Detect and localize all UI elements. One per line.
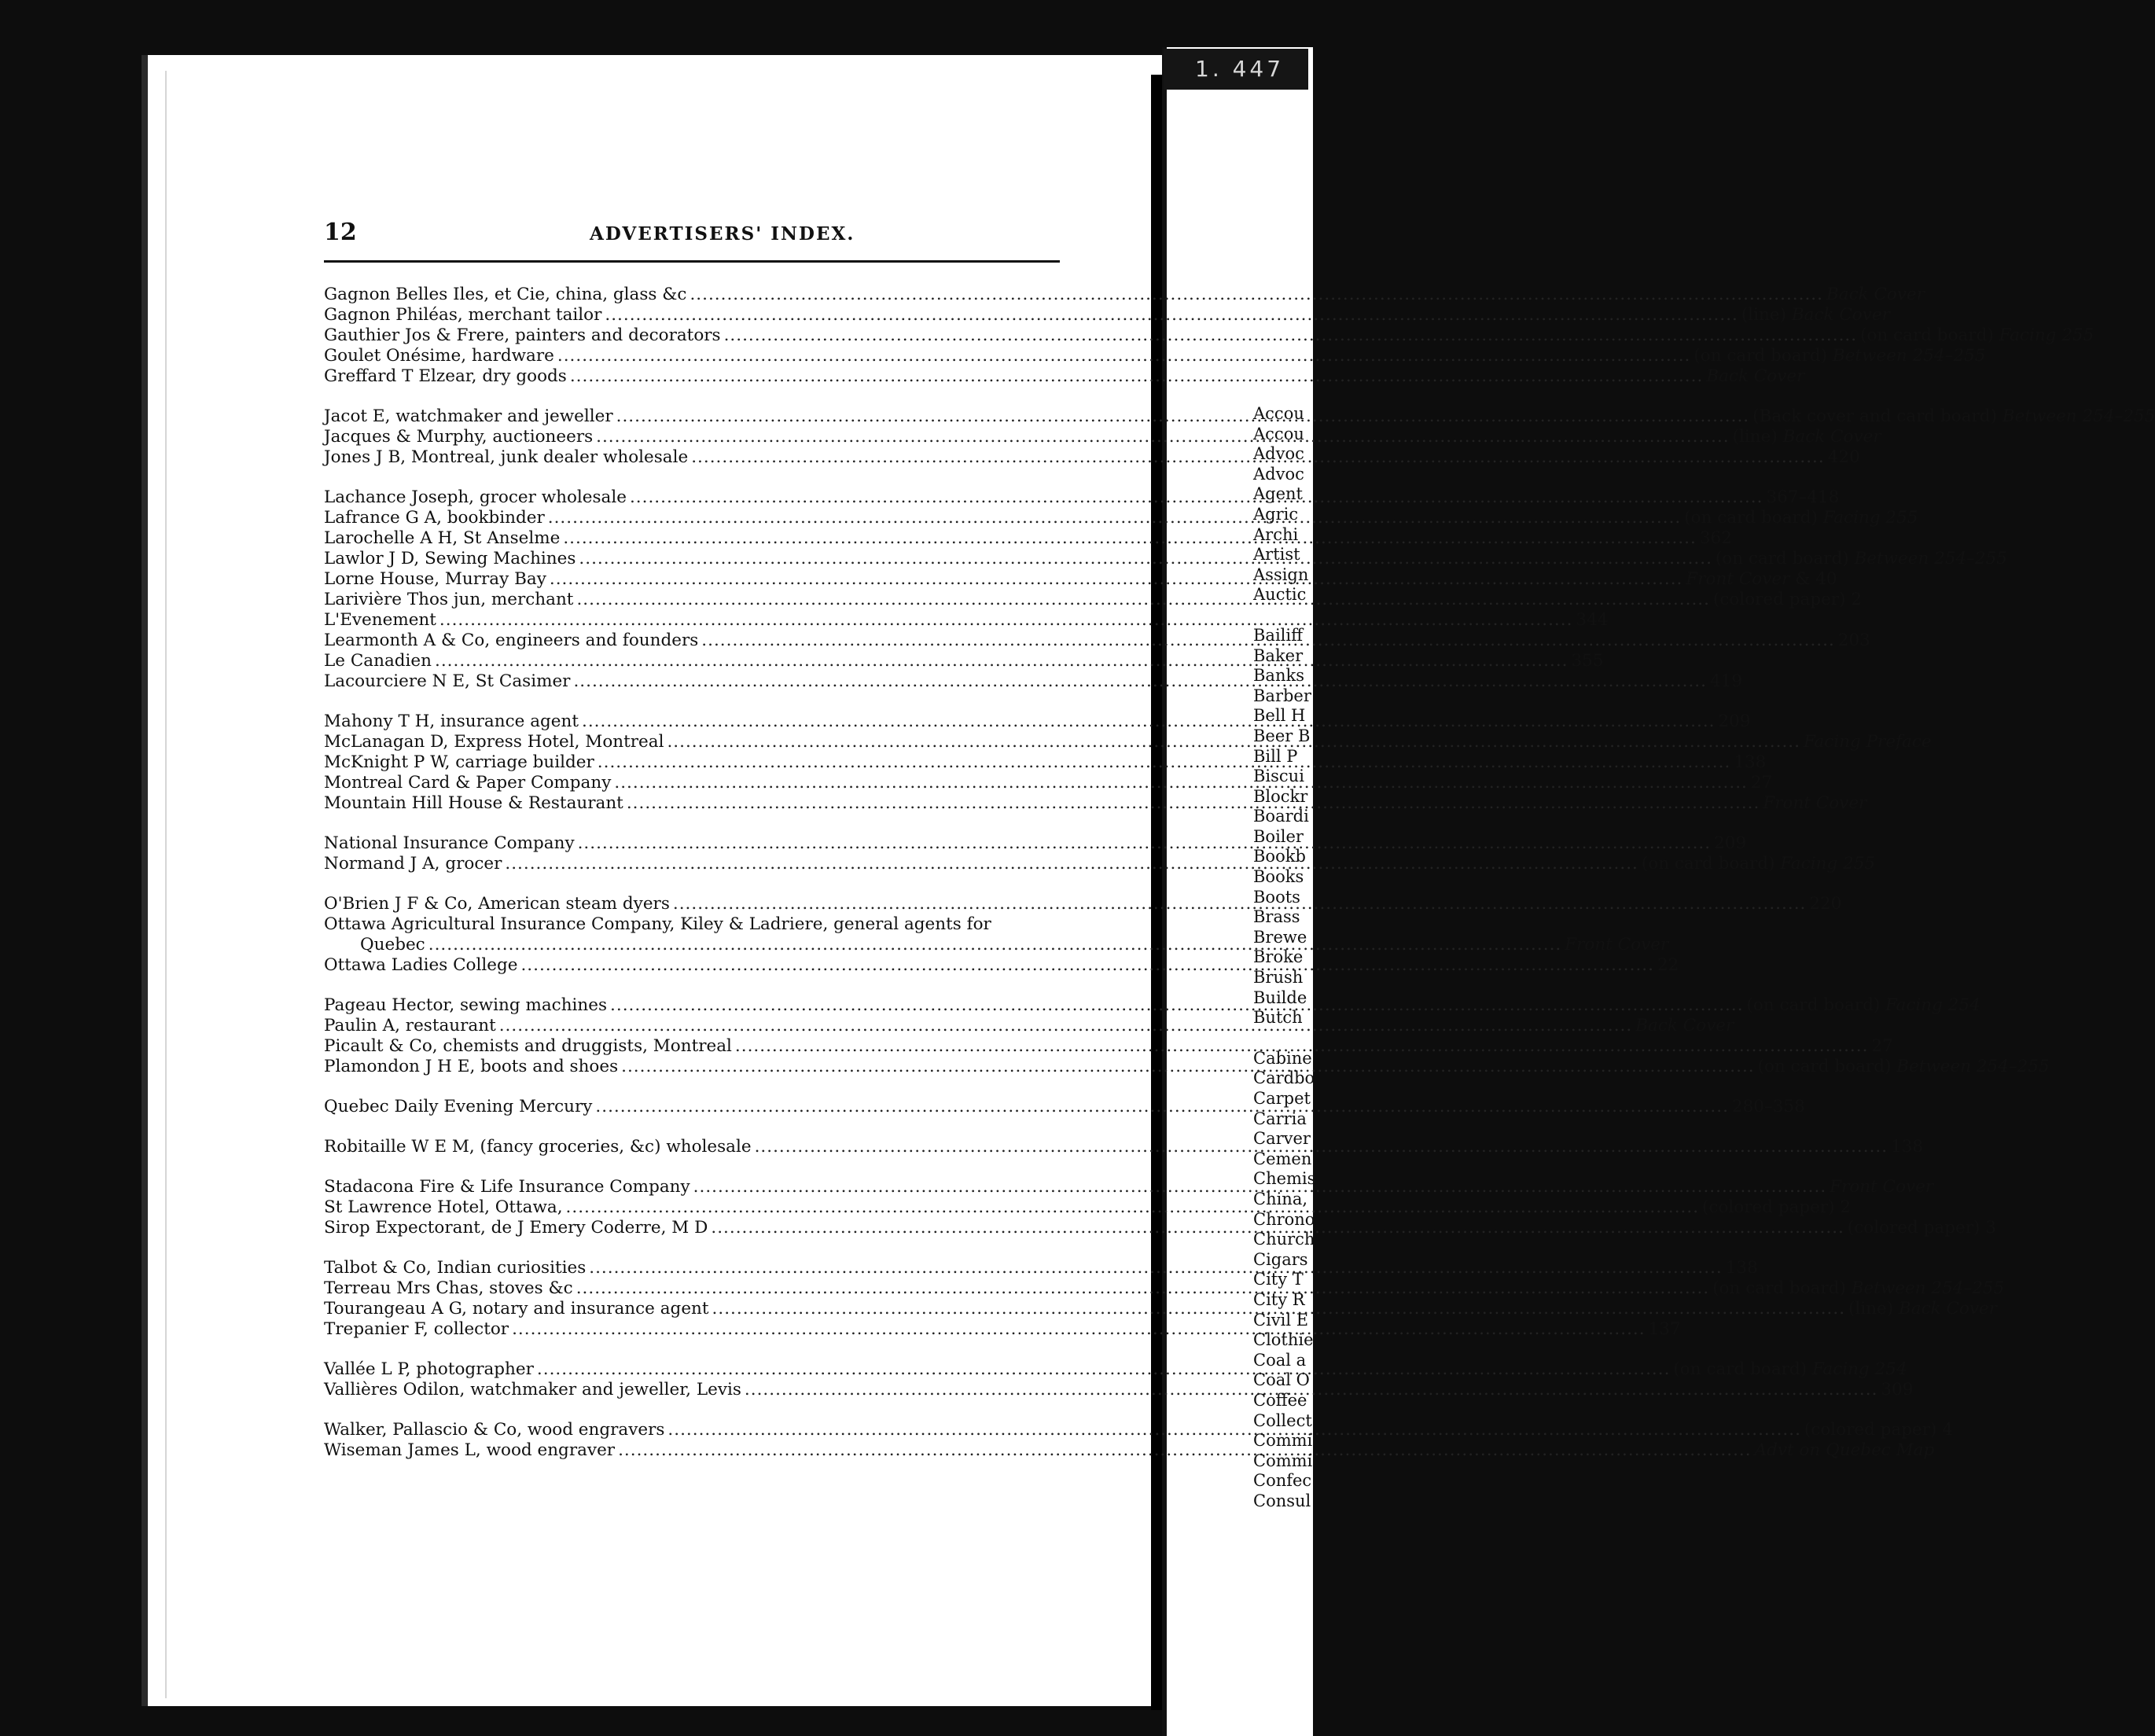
facing-page-fragment: Cigars	[1253, 1249, 1308, 1269]
advertiser-name: Larochelle A H, St Anselme	[324, 528, 561, 548]
advertiser-name: Lawlor J D, Sewing Machines	[324, 549, 576, 568]
facing-page-fragment: Boots	[1253, 887, 1300, 907]
dot-leader	[621, 1057, 1755, 1077]
reference-text: 280–358	[1731, 1097, 1805, 1116]
index-entry	[324, 610, 1609, 631]
reference-text: Back Cover	[1706, 366, 1805, 386]
placement-note: (line)	[1732, 427, 1783, 447]
page-reference	[1686, 569, 1837, 590]
page-reference	[1752, 406, 2155, 427]
dot-leader	[537, 1359, 1671, 1380]
dot-leader	[724, 326, 1858, 346]
advertiser-name: Tourangeau A G, notary and insurance agent	[324, 1299, 709, 1319]
facing-page-fragment: Butch	[1253, 1008, 1303, 1028]
placement-note: (on card board)	[1684, 508, 1823, 528]
placement-note: (on card board)	[1712, 1278, 1852, 1298]
page-reference	[1804, 1420, 1953, 1440]
advertiser-name: Lacourciere N E, St Casimer	[324, 671, 571, 691]
facing-page-fragment: City T	[1253, 1270, 1304, 1289]
running-title: ADVERTISERS' INDEX.	[590, 223, 855, 245]
facing-page-fragment: Brass	[1253, 907, 1300, 927]
advertiser-name: Paulin A, restaurant	[324, 1016, 496, 1035]
page-reference	[1734, 752, 1766, 773]
advertiser-name: Terreau Mrs Chas, stoves &c	[324, 1278, 573, 1298]
placement-note: (Back cover and card board)	[1752, 406, 2002, 426]
advertiser-name: Learmonth A & Co, engineers and founders	[324, 631, 699, 650]
facing-page-fragment: Confec	[1253, 1471, 1312, 1491]
advertiser-name: Vallée L P, photographer	[324, 1359, 534, 1379]
page-reference	[1747, 995, 1980, 1016]
reference-text: Front Cover	[1763, 793, 1867, 813]
facing-page-fragment: Brewe	[1253, 927, 1307, 947]
page-reference	[1673, 1359, 1907, 1380]
reference-text: Advt on Quebec Map	[1754, 1440, 1935, 1460]
reference-text: 344	[1576, 610, 1609, 630]
facing-page-fragment: Cemen	[1253, 1149, 1312, 1168]
advertiser-name: Jacques & Murphy, auctioneers	[324, 427, 594, 447]
dot-leader	[499, 1016, 1633, 1036]
reference-text: Facing 254	[1885, 995, 1980, 1015]
facing-page-fragment: Bill P	[1253, 746, 1298, 766]
page-reference	[1826, 285, 1925, 305]
page-reference	[1871, 1036, 1892, 1057]
facing-page-fragment: Barber	[1253, 686, 1311, 705]
reference-text: Back Cover	[1635, 1016, 1734, 1035]
advertiser-name: Plamondon J H E, boots and shoes	[324, 1057, 619, 1076]
page-reference	[1642, 854, 1875, 874]
page-reference	[1726, 1258, 1758, 1278]
facing-page-fragment: Cardbo	[1253, 1068, 1315, 1088]
advertiser-name: Stadacona Fire & Life Insurance Company	[324, 1177, 690, 1197]
reference-text: 220	[1809, 894, 1842, 914]
advertiser-name: Picault & Co, chemists and druggists, Montreal	[324, 1036, 732, 1056]
advertiser-name: Goulet Onésime, hardware	[324, 346, 554, 366]
page-reference	[1693, 346, 1985, 366]
reference-text: 362	[1699, 528, 1732, 548]
page-reference	[1649, 1319, 1681, 1340]
dot-leader	[610, 995, 1744, 1016]
advertiser-name: Talbot & Co, Indian curiosities	[324, 1258, 587, 1278]
reference-text: 209	[1714, 833, 1747, 853]
dot-leader	[755, 1137, 1888, 1157]
advertiser-name: Larivière Thos jun, merchant	[324, 590, 574, 609]
page-reference	[1713, 590, 1862, 610]
page-reference	[1716, 549, 2007, 569]
page-reference	[1714, 833, 1746, 854]
reference-text: Back Cover	[1898, 1299, 1998, 1319]
reference-text: Front Cover	[1830, 1177, 1934, 1197]
facing-page-column	[1253, 404, 1316, 1511]
index-entry	[324, 305, 1890, 326]
page-reference	[1741, 305, 1890, 326]
reference-text: Facing 255	[1999, 326, 2094, 345]
facing-page-fragment: Chemis	[1253, 1169, 1316, 1189]
page-reference	[1848, 1218, 1996, 1238]
index-entry	[324, 326, 2094, 346]
dot-leader	[439, 610, 1573, 631]
page-reference	[1712, 1278, 2004, 1299]
placement-note: (on card board)	[1757, 1057, 1897, 1076]
page-reference	[1758, 1057, 2050, 1077]
page-reference	[1733, 427, 1881, 447]
page-reference	[1635, 1016, 1734, 1036]
facing-page-fragment: Coffee	[1253, 1390, 1307, 1410]
dot-leader	[557, 346, 1691, 366]
facing-page-fragment: Brush	[1253, 968, 1304, 988]
facing-page-fragment: Chrono	[1253, 1209, 1315, 1229]
facing-page-fragment: Coal O	[1253, 1370, 1310, 1390]
advertiser-name: Le Canadien	[324, 651, 432, 671]
dot-leader	[428, 935, 1562, 955]
advertiser-name: Robitaille W E M, (fancy groceries, &c) wholesale	[324, 1137, 752, 1157]
reference-text: 137	[1648, 1319, 1681, 1339]
page-header	[324, 219, 1069, 250]
advertiser-name: Montreal Card & Paper Company	[324, 773, 612, 793]
page-reference	[1710, 671, 1742, 692]
facing-page-fragment: Cabine	[1253, 1048, 1312, 1068]
index-entry	[324, 285, 1925, 305]
dot-leader	[578, 833, 1712, 854]
reference-text: Back Cover	[1791, 305, 1890, 325]
facing-page-fragment: Accou	[1253, 404, 1304, 423]
facing-page-fragment: Biscui	[1253, 767, 1304, 786]
reference-text: 27	[1750, 773, 1773, 793]
dot-leader	[576, 1278, 1710, 1299]
facing-page-fragment: City R	[1253, 1289, 1305, 1309]
dot-leader	[582, 712, 1716, 732]
placement-note: (on card board)	[1746, 995, 1886, 1015]
folio: 12	[324, 219, 357, 246]
dot-leader	[512, 1319, 1646, 1340]
dot-leader	[520, 955, 1654, 976]
page-reference	[1571, 651, 1603, 671]
reference-text: (colored paper) 4	[1804, 1420, 1953, 1440]
advertiser-name: Lorne House, Murray Bay	[324, 569, 546, 589]
facing-page-fragment: Banks	[1253, 666, 1304, 686]
reference-text: (colored paper) 2	[1702, 1197, 1852, 1217]
page-reference	[1702, 1197, 1851, 1218]
facing-page-fragment: Consul	[1253, 1491, 1311, 1510]
reference-text: (colored paper) 3	[1847, 1218, 1996, 1238]
placement-note: (on card board)	[1860, 326, 1999, 345]
dot-leader	[576, 590, 1710, 610]
dot-leader	[566, 1197, 1700, 1218]
page-reference	[1838, 631, 1870, 651]
reference-text: (colored paper) 2	[1712, 590, 1862, 609]
dot-leader	[673, 894, 1807, 914]
advertiser-name: Mountain Hill House & Restaurant	[324, 793, 623, 813]
header-rule	[324, 260, 1060, 263]
facing-page-fragment: Collect	[1253, 1410, 1312, 1430]
advertiser-name: Ottawa Ladies College	[324, 955, 518, 975]
facing-page-fragment: Clothie	[1253, 1330, 1314, 1350]
dot-leader	[616, 406, 1750, 427]
advertiser-name: St Lawrence Hotel, Ottawa,	[324, 1197, 563, 1217]
advertiser-name: Jones J B, Montreal, junk dealer wholesale	[324, 447, 689, 467]
dot-leader	[550, 569, 1683, 590]
advertiser-name: McLanagan D, Express Hotel, Montreal	[324, 732, 664, 752]
reference-text: 22	[1657, 955, 1679, 975]
facing-page-fragment: Coal a	[1253, 1350, 1307, 1370]
advertiser-name: Vallières Odilon, watchmaker and jeweller, Levis	[324, 1380, 741, 1399]
reference-text: Between 254–255	[1851, 1278, 2005, 1298]
fragment-spacer	[1253, 605, 1308, 626]
placement-note: (on card board)	[1641, 854, 1781, 874]
page-reference	[1763, 793, 1866, 814]
reference-text: Facing 255	[1780, 854, 1876, 874]
page-reference	[1848, 1299, 1997, 1319]
fragment-spacer	[1253, 1028, 1308, 1049]
page-reference	[1657, 955, 1679, 976]
reference-text: 138	[1734, 752, 1767, 772]
placement-note: (line)	[1848, 1299, 1899, 1319]
page-reference	[1830, 1177, 1933, 1197]
facing-page-fragment: Commi	[1253, 1451, 1313, 1470]
reference-text: Facing Preface	[1803, 732, 1932, 752]
reference-text: 203	[1837, 631, 1870, 650]
placement-note: (on card board)	[1693, 346, 1833, 366]
facing-page-fragment: Broke	[1253, 947, 1304, 967]
reference-text: 27	[1871, 1036, 1893, 1056]
dot-leader	[745, 1380, 1878, 1400]
facing-page-fragment: Commi	[1253, 1431, 1313, 1451]
facing-page-fragment: Bailiff	[1253, 625, 1304, 645]
dot-leader	[667, 732, 1800, 752]
facing-page-fragment: Artist	[1253, 545, 1300, 565]
dot-leader	[548, 508, 1682, 528]
advertiser-name: Mahony T H, insurance agent	[324, 712, 579, 731]
reference-text: 209	[1718, 712, 1751, 731]
page-reference	[1755, 1440, 1935, 1461]
facing-page-fragment: Baker	[1253, 645, 1304, 665]
placement-note: (line)	[1741, 305, 1792, 325]
advertiser-name: Greffard T Elzear, dry goods	[324, 366, 567, 386]
dot-leader	[618, 1440, 1752, 1461]
page-reference	[1751, 773, 1772, 793]
facing-page-fragment: Carpet	[1253, 1089, 1311, 1108]
dot-leader	[596, 424, 1730, 447]
reference-text: Between 254–255	[2002, 406, 2155, 426]
facing-page-fragment: Blockr	[1253, 786, 1308, 806]
dot-leader	[614, 773, 1748, 793]
advertiser-name: Gagnon Belles Iles, et Cie, china, glass &c	[324, 285, 687, 304]
dot-leader	[570, 366, 1704, 387]
facing-page-fragment: China,	[1253, 1189, 1308, 1208]
advertiser-name: Gagnon Philéas, merchant tailor	[324, 305, 602, 325]
advertiser-name: Jacot E, watchmaker and jeweller	[324, 406, 613, 426]
reference-text: 309	[1881, 1380, 1914, 1399]
page-reference	[1809, 894, 1841, 914]
advertiser-name: Lachance Joseph, grocer wholesale	[324, 487, 627, 507]
facing-page-fragment: Assign	[1253, 565, 1309, 584]
facing-page-fragment: Agric	[1253, 504, 1299, 524]
advertiser-name: Trepanier F, collector	[324, 1319, 509, 1339]
page-reference	[1804, 732, 1932, 752]
reference-text: 138	[1891, 1137, 1924, 1157]
page-reference	[1700, 528, 1732, 549]
facing-page-fragment: Accou	[1253, 424, 1304, 443]
reference-text: Front Cover	[1565, 935, 1669, 954]
dot-leader	[573, 671, 1707, 692]
reference-text: 420	[1827, 447, 1860, 467]
index-entry	[324, 366, 1805, 387]
dot-leader	[630, 487, 1763, 508]
reference-text: 138	[1725, 1258, 1758, 1278]
facing-page-fragment: Beer B	[1253, 726, 1311, 745]
advertiser-name: Sirop Expectorant, de J Emery Coderre, M D	[324, 1218, 708, 1238]
dot-leader	[579, 549, 1712, 569]
reference-text: Back Cover	[1826, 285, 1925, 304]
reference-text: Facing 255	[1822, 508, 1918, 528]
advertiser-name: McKnight P W, carriage builder	[324, 752, 594, 772]
facing-page-fragment: Archi	[1253, 524, 1299, 544]
advertiser-name: Gauthier Jos & Frere, painters and decorators	[324, 326, 721, 345]
reference-text: Between 254–255	[1854, 549, 2007, 568]
reference-text: Facing 254	[1811, 1359, 1907, 1379]
dot-leader	[605, 305, 1738, 326]
page-reference	[1881, 1380, 1913, 1400]
page-reference	[1576, 610, 1608, 631]
reference-text: Front Cover & 40	[1686, 569, 1837, 589]
edge-tag: 1. 447	[1164, 49, 1308, 90]
advertiser-name: Ottawa Agricultural Insurance Company, Kiley & Ladriere, general agents for	[324, 914, 991, 934]
facing-page-fragment: Books	[1253, 867, 1304, 887]
placement-note: (on card board)	[1673, 1359, 1812, 1379]
facing-page-fragment: Boiler	[1253, 826, 1304, 846]
placement-note: (on card board)	[1715, 549, 1855, 568]
page-reference	[1828, 447, 1860, 468]
dot-leader	[505, 854, 1638, 874]
facing-page-fragment: Bookb	[1253, 847, 1306, 866]
facing-page-fragment: Boardi	[1253, 807, 1309, 826]
reference-text: Between 254–255	[1896, 1057, 2050, 1076]
facing-page-fragment: Builde	[1253, 988, 1307, 1007]
advertiser-name: L'Evenement	[324, 610, 436, 630]
reference-text: Back Cover	[1782, 427, 1881, 447]
reference-text: 355	[1571, 651, 1604, 671]
page-reference	[1718, 712, 1750, 732]
dot-leader	[595, 1097, 1729, 1117]
dot-leader	[435, 651, 1568, 671]
advertiser-name: Normand J A, grocer	[324, 854, 502, 874]
facing-page-fragment: Agent	[1253, 484, 1303, 504]
facing-page-fragment: Bell H	[1253, 706, 1306, 726]
advertiser-name: O'Brien J F & Co, American steam dyers	[324, 894, 670, 914]
advertiser-name: Pageau Hector, sewing machines	[324, 995, 608, 1015]
index-entry	[324, 914, 1079, 935]
index-group-g	[324, 285, 2094, 387]
dot-leader	[589, 1258, 1723, 1278]
dot-leader	[627, 793, 1760, 814]
page-reference	[1684, 508, 1918, 528]
advertiser-name: Lafrance G A, bookbinder	[324, 508, 545, 528]
facing-page-fragment: Civil E	[1253, 1310, 1309, 1330]
facing-page-fragment: Carver	[1253, 1129, 1311, 1149]
page-reference	[1565, 935, 1668, 955]
facing-page-fragment: Advoc	[1253, 444, 1304, 464]
advertiser-name: Quebec Daily Evening Mercury	[324, 1097, 593, 1116]
page-reference	[1732, 1097, 1805, 1117]
facing-page-fragment: Auctic	[1253, 585, 1307, 605]
facing-page-fragment: Church	[1253, 1230, 1315, 1249]
dot-leader	[563, 528, 1697, 549]
index-entry	[324, 346, 1986, 366]
dot-leader	[690, 285, 1823, 305]
page-reference	[1706, 366, 1804, 387]
reference-text: 367–418	[1766, 487, 1840, 507]
dot-leader	[598, 752, 1731, 773]
page-reference	[1860, 326, 2094, 346]
advertiser-name: Wiseman James L, wood engraver	[324, 1440, 616, 1460]
reference-text: 419	[1709, 671, 1743, 691]
page-reference	[1766, 487, 1839, 508]
facing-page-fragment: Carria	[1253, 1109, 1307, 1128]
dot-leader	[667, 1420, 1801, 1440]
advertiser-name: Walker, Pallascio & Co, wood engravers	[324, 1420, 665, 1440]
advertiser-name: Quebec	[360, 935, 425, 954]
facing-page-fragment: Advoc	[1253, 464, 1304, 484]
index-entry	[324, 1036, 1893, 1057]
reference-text: Between 254–255	[1832, 346, 1986, 366]
page-reference	[1891, 1137, 1923, 1157]
advertiser-name: National Insurance Company	[324, 833, 575, 853]
